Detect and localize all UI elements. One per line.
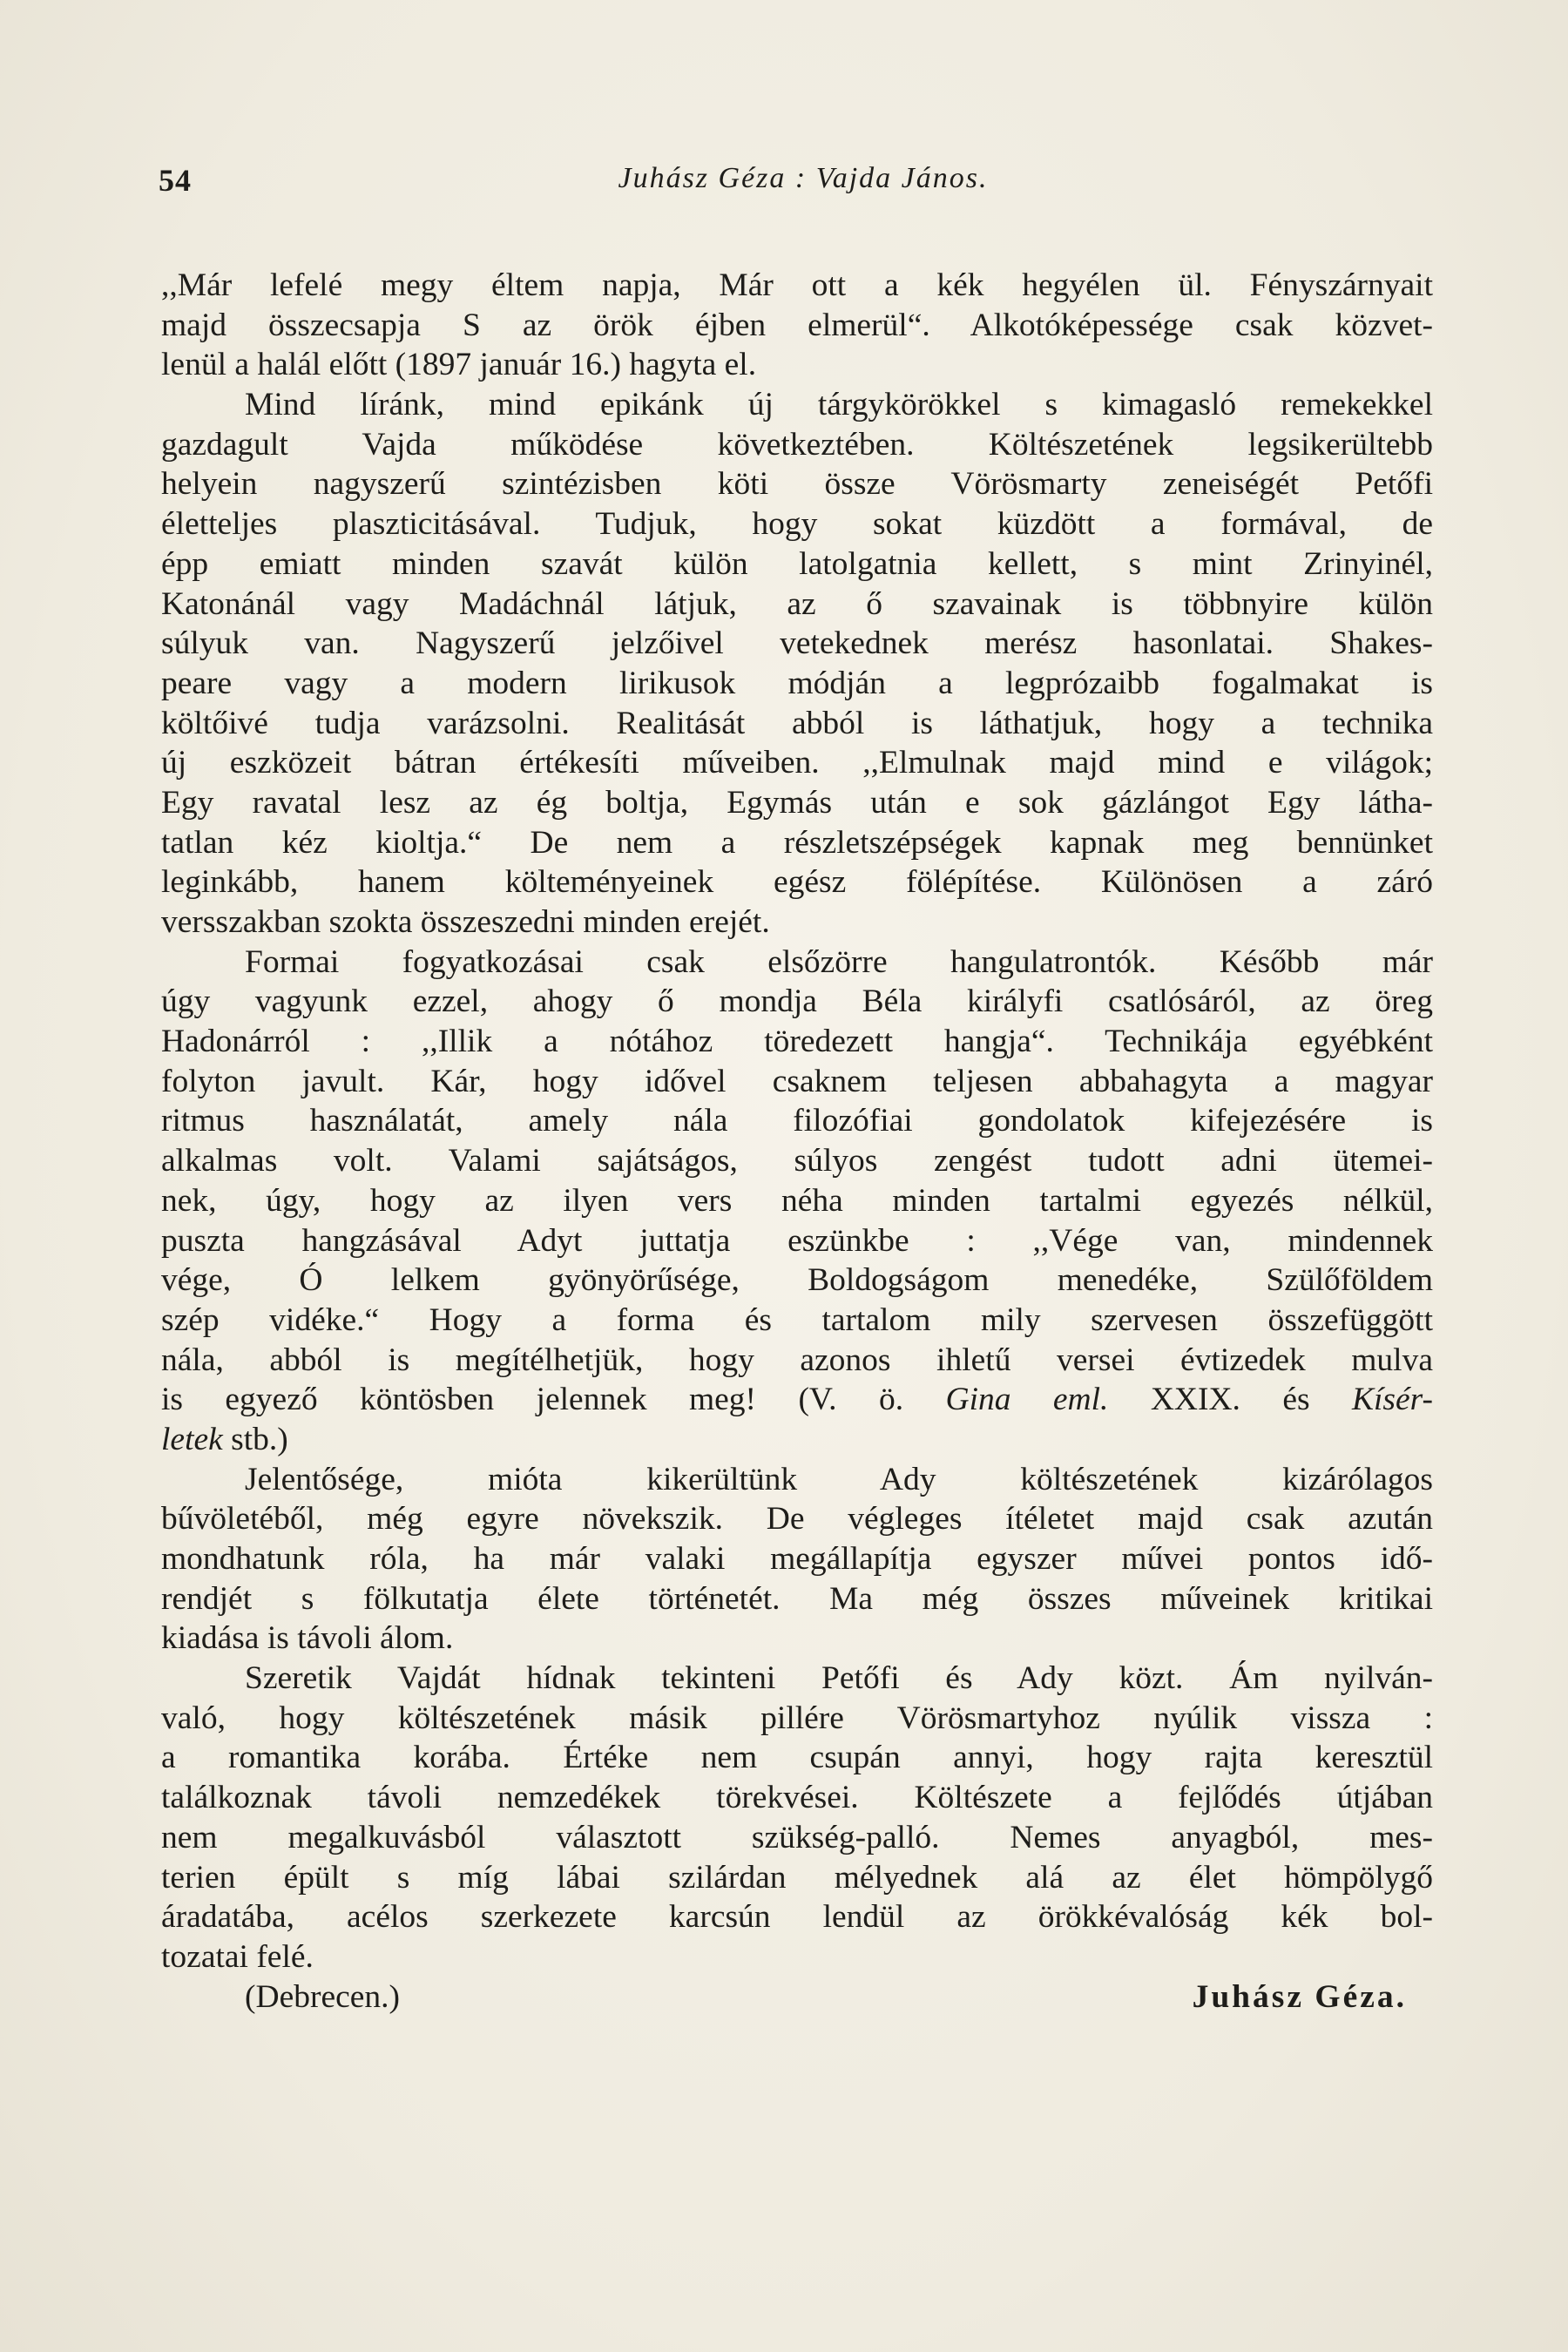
text-line: szép vidéke.“ Hogy a forma és tartalom mily szervesen összefüggött — [161, 1301, 1433, 1338]
text-line: nek, úgy, hogy az ilyen vers néha minden tartalmi egyezés nélkül, — [161, 1182, 1433, 1219]
signature-place: (Debrecen.) — [245, 1978, 400, 2015]
text-line: nála, abból is megítélhetjük, hogy azonos ihletű versei évtizedek mulva — [161, 1342, 1433, 1378]
paragraph-start-line: Mind líránk, mind epikánk új tárgykörökkel s kimagasló remekekkel — [245, 387, 1433, 423]
text-line: Egy ravatal lesz az ég boltja, Egymás után e sok gázlángot Egy látha- — [161, 784, 1433, 821]
signature-line — [161, 1977, 1433, 2017]
text-line: nem megalkuvásból választott szükség-palló. Nemes anyagból, mes- — [161, 1819, 1433, 1855]
text-line: tozatai felé. — [161, 1938, 314, 1975]
text-line: ritmus használatát, amely nála filozófiai gondolatok kifejezésére is — [161, 1103, 1433, 1139]
author-signature: Juhász Géza. — [1192, 1978, 1407, 2015]
text-line: a romantika korába. Értéke nem csupán annyi, hogy rajta keresztül — [161, 1740, 1433, 1776]
text-line: puszta hangzásával Adyt juttatja eszünkbe : ,,Vége van, mindennek — [161, 1222, 1433, 1259]
text-line: vége, Ó lelkem gyönyörűsége, Boldogságom menedéke, Szülőföldem — [161, 1262, 1433, 1299]
text-line: rendjét s fölkutatja élete történetét. Ma még összes műveinek kritikai — [161, 1580, 1433, 1617]
text-line: kiadása is távoli álom. — [161, 1620, 454, 1657]
text-line: folyton javult. Kár, hogy idővel csaknem teljesen abbahagyta a magyar — [161, 1063, 1433, 1099]
text-line: új eszközeit bátran értékesíti műveiben. ,,Elmulnak majd mind e világok; — [161, 745, 1433, 781]
citation-title: Gina eml. — [945, 1382, 1109, 1418]
paragraph-start-line: Jelentősége, mióta kikerültünk Ady költészetének kizárólagos — [245, 1461, 1433, 1497]
citation-title: Kísér- — [1351, 1382, 1433, 1418]
text-segment: is egyező köntösben jelennek meg! (V. ö. — [161, 1382, 946, 1418]
page-number: 54 — [159, 163, 192, 198]
text-line: találkoznak távoli nemzedékek törekvései. Költészete a fejlődés útjában — [161, 1780, 1433, 1816]
text-line: tatlan kéz kioltja.“ De nem a részletszépségek kapnak meg bennünket — [161, 824, 1433, 861]
text-line: bűvöletéből, még egyre növekszik. De végleges ítéletet majd csak azután — [161, 1501, 1433, 1538]
text-line: leginkább, hanem költeményeinek egész fölépítése. Különösen a záró — [161, 864, 1433, 901]
text-line: súlyuk van. Nagyszerű jelzőivel vetekednek merész hasonlatai. Shakes- — [161, 625, 1433, 662]
text-line: alkalmas volt. Valami sajátságos, súlyos zengést tudott adni ütemei- — [161, 1143, 1433, 1179]
text-line: ,,Már lefelé megy éltem napja, Már ott a kék hegyélen ül. Fényszárnyait — [161, 267, 1433, 303]
text-line: helyein nagyszerű szintézisben köti össze Vörösmarty zeneiségét Petőfi — [161, 466, 1433, 503]
text-line: gazdagult Vajda működése következtében. Költészetének legsikerültebb — [161, 426, 1433, 463]
text-line: versszakban szokta összeszedni minden erejét. — [161, 904, 770, 940]
text-line: Hadonárról : ,,Illik a nótához töredezett hangja“. Technikája egyébként — [161, 1024, 1433, 1060]
text-line: lenül a halál előtt (1897 január 16.) hagyta el. — [161, 347, 757, 383]
text-line-with-citation — [161, 1380, 1433, 1420]
text-segment: XXIX. és — [1108, 1382, 1352, 1418]
text-line: épp emiatt minden szavát külön latolgatnia kellett, s mint Zrinyinél, — [161, 545, 1433, 582]
text-line: majd összecsapja S az örök éjben elmerül“. Alkotóképessége csak közvet- — [161, 307, 1433, 343]
text-line: áradatába, acélos szerkezete karcsún lendül az örökkévalóság kék bol- — [161, 1899, 1433, 1936]
text-line: életteljes plaszticitásával. Tudjuk, hogy sokat küzdött a formával, de — [161, 506, 1433, 543]
text-line: úgy vagyunk ezzel, ahogy ő mondja Béla királyfi csatlósáról, az öreg — [161, 983, 1433, 1020]
text-line: peare vagy a modern lirikusok módján a legprózaibb fogalmakat is — [161, 665, 1433, 701]
text-line: Katonánál vagy Madáchnál látjuk, az ő szavainak is többnyire külön — [161, 585, 1433, 622]
paragraph-start-line: Formai fogyatkozásai csak elsőzörre hangulatrontók. Később már — [245, 943, 1433, 980]
text-segment: stb.) — [222, 1421, 288, 1457]
citation-title: letek — [161, 1421, 223, 1457]
text-line: költőivé tudja varázsolni. Realitását abból is láthatjuk, hogy a technika — [161, 705, 1433, 741]
text-line: terien épült s míg lábai szilárdan mélyednek alá az élet hömpölygő — [161, 1859, 1433, 1896]
paragraph-start-line: Szeretik Vajdát hídnak tekinteni Petőfi és Ady közt. Ám nyilván- — [245, 1660, 1433, 1697]
running-head: Juhász Géza : Vajda János. — [618, 162, 989, 194]
text-line: mondhatunk róla, ha már valaki megállapítja egyszer művei pontos idő- — [161, 1541, 1433, 1577]
page-header — [159, 162, 1448, 214]
body-text — [161, 266, 1433, 2017]
text-line-with-citation — [161, 1420, 1433, 1460]
text-line: való, hogy költészetének másik pillére Vörösmartyhoz nyúlik vissza : — [161, 1700, 1433, 1736]
